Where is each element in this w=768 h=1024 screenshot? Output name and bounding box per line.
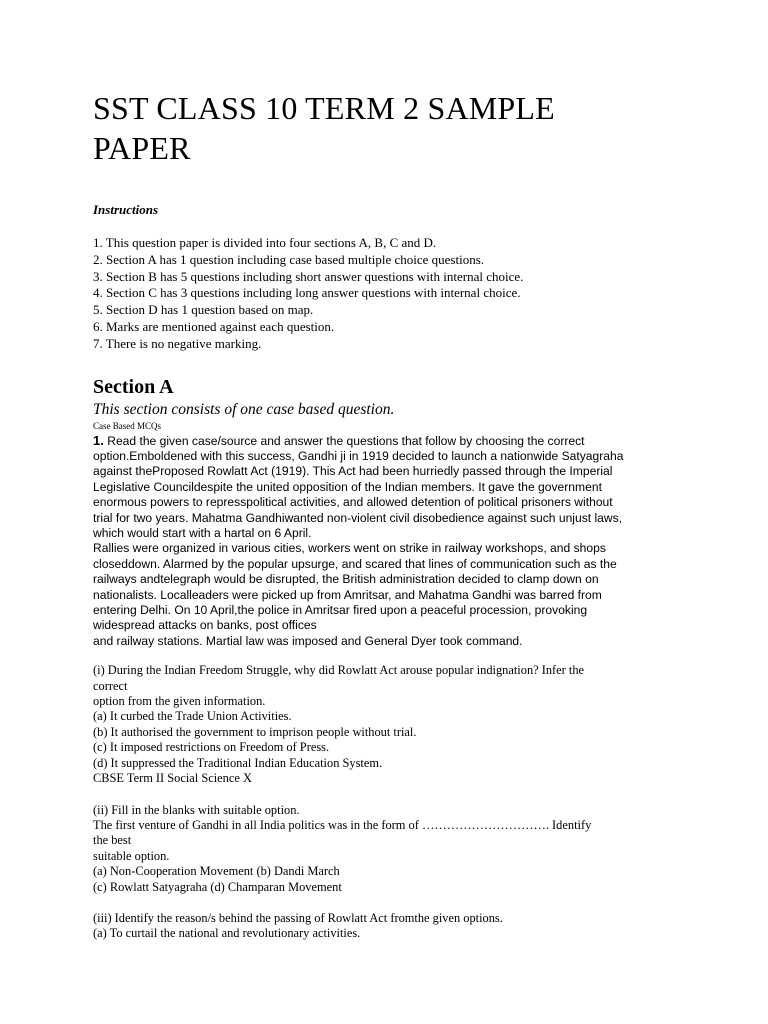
title-line: SST CLASS 10 TERM 2 SAMPLE (93, 90, 555, 126)
passage-line: and railway stations. Martial law was imposed and General Dyer took command. (93, 633, 523, 648)
case-passage (93, 433, 693, 650)
section-a-subtitle: This section consists of one case based question. (93, 400, 395, 418)
instruction-item: 1. This question paper is divided into four sections A, B, C and D. (93, 235, 437, 250)
passage-line: Legislative Councildespite the united opposition of the Indian members. It gave the government (93, 479, 602, 494)
passage-line: nationalists. Localleaders were picked up from Amritsar, and Mahatma Gandhi was barred from (93, 587, 602, 602)
option-row: (c) Rowlatt Satyagraha (d) Champaran Movement (93, 879, 342, 894)
passage-line: entering Delhi. On 10 April,the police in Amritsar fired upon a peaceful procession, provoking (93, 603, 588, 618)
question-line: option from the given information. (93, 694, 266, 709)
option-a: (a) It curbed the Trade Union Activities. (93, 709, 292, 724)
question-line: The first venture of Gandhi in all India politics was in the form of …………………………. Identify (93, 817, 592, 832)
title-line: PAPER (93, 130, 191, 166)
question-iii (93, 911, 693, 942)
section-a-title: Section A (93, 375, 174, 398)
instruction-item: 4. Section C has 3 questions including long answer questions with internal choice. (93, 285, 521, 301)
instructions-list (93, 235, 693, 353)
instruction-item: 6. Marks are mentioned against each question. (93, 318, 335, 334)
source-note: CBSE Term II Social Science X (93, 771, 252, 786)
instruction-item: 5. Section D has 1 question based on map. (93, 302, 314, 318)
passage-line: option.Emboldened with this success, Gandhi ji in 1919 decided to launch a nationwide Satyagraha (93, 448, 624, 463)
passage-line (93, 433, 693, 449)
question-i (93, 663, 693, 786)
option-a: (a) To curtail the national and revolutionary activities. (93, 926, 361, 941)
passage-text: Read the given case/source and answer the questions that follow by choosing the correct (103, 433, 585, 448)
option-c: (c) It imposed restrictions on Freedom of Press. (93, 740, 330, 755)
passage-line: against theProposed Rowlatt Act (1919). This Act had been hurriedly passed through the Imperial (93, 464, 613, 479)
option-b: (b) It authorised the government to imprison people without trial. (93, 724, 417, 739)
option-d: (d) It suppressed the Traditional Indian Education System. (93, 755, 383, 770)
instruction-item: 2. Section A has 1 question including case based multiple choice questions. (93, 251, 485, 267)
question-line: the best (93, 833, 132, 848)
question-line: (iii) Identify the reason/s behind the passing of Rowlatt Act fromthe given options. (93, 910, 503, 925)
document-page (93, 88, 693, 942)
passage-line: Rallies were organized in various cities, workers went on strike in railway workshops, and shops (93, 541, 606, 556)
case-based-label: Case Based MCQs (93, 420, 161, 431)
instructions-heading: Instructions (93, 202, 159, 217)
question-line: (i) During the Indian Freedom Struggle, why did Rowlatt Act arouse popular indignation? Infer the (93, 663, 585, 678)
passage-line: which would start with a hartal on 6 April. (93, 526, 312, 541)
option-row: (a) Non-Cooperation Movement (b) Dandi March (93, 864, 340, 879)
passage-line: railways andtelegraph would be disrupted, the British administration decided to clamp down on (93, 572, 599, 587)
passage-line: widespread attacks on banks, post offices (93, 618, 317, 633)
question-line: (ii) Fill in the blanks with suitable option. (93, 802, 300, 817)
question-number: 1. (93, 432, 104, 448)
question-ii (93, 803, 693, 895)
passage-line: closeddown. Alarmed by the popular upsurge, and scared that lines of communication such as the (93, 556, 617, 571)
instruction-item: 3. Section B has 5 questions including short answer questions with internal choice. (93, 268, 524, 284)
instruction-item: 7. There is no negative marking. (93, 335, 262, 351)
page-title (93, 88, 693, 168)
question-line: suitable option. (93, 848, 170, 863)
passage-line: trial for two years. Mahatma Gandhiwanted non-violent civil disobedience against such unjust laws, (93, 510, 623, 525)
question-line: correct (93, 678, 128, 693)
passage-line: enormous powers to represspolitical activities, and allowed detention of political prisoners without (93, 495, 613, 510)
